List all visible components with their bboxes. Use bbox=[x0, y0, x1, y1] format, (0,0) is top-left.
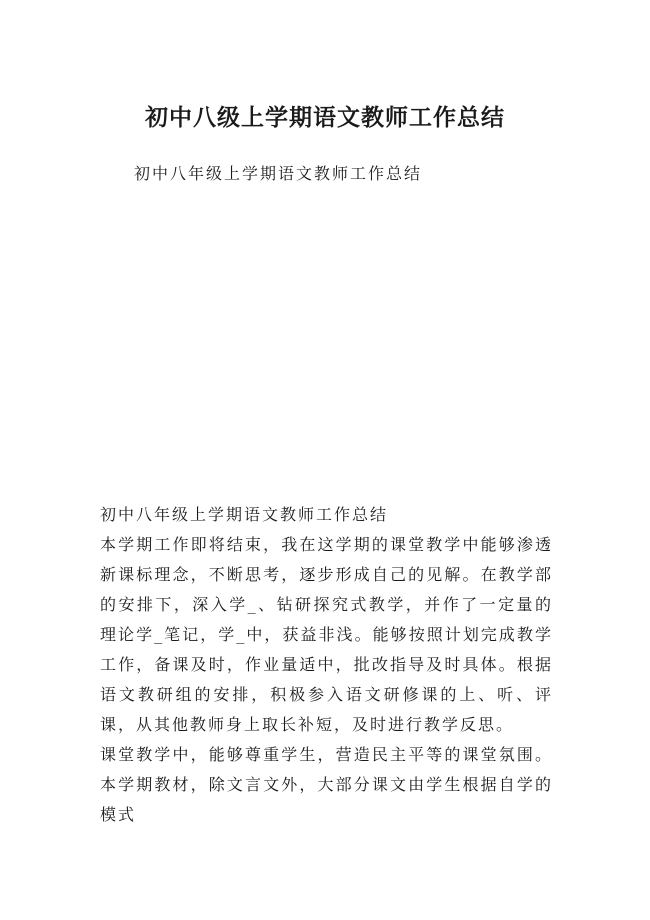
document-body bbox=[100, 500, 553, 830]
body-paragraph: 初中八年级上学期语文教师工作总结 bbox=[100, 505, 389, 524]
body-paragraph: 本学期工作即将结束，我在这学期的课堂教学中能够渗透新课标理念，不断思考，逐步形成自己的见解。在教学部的安排下，深入学_、钻研探究式教学，并作了一定量的理论学_笔记，学_中，获益非浅。能够按照计划完成教学工作，备课及时，作业量适中，批改指导及时具体。根据语文教研组的安排，积极参入语文研修课的上、听、评课，从其他教师身上取长补短，及时进行教学反思。 bbox=[100, 535, 553, 734]
body-paragraph: 课堂教学中，能够尊重学生，营造民主平等的课堂氛围。本学期教材，除文言文外，大部分课文由学生根据自学的模式 bbox=[100, 745, 553, 824]
document-subtitle: 初中八年级上学期语文教师工作总结 bbox=[134, 164, 423, 183]
document-title: 初中八级上学期语文教师工作总结 bbox=[145, 105, 505, 131]
